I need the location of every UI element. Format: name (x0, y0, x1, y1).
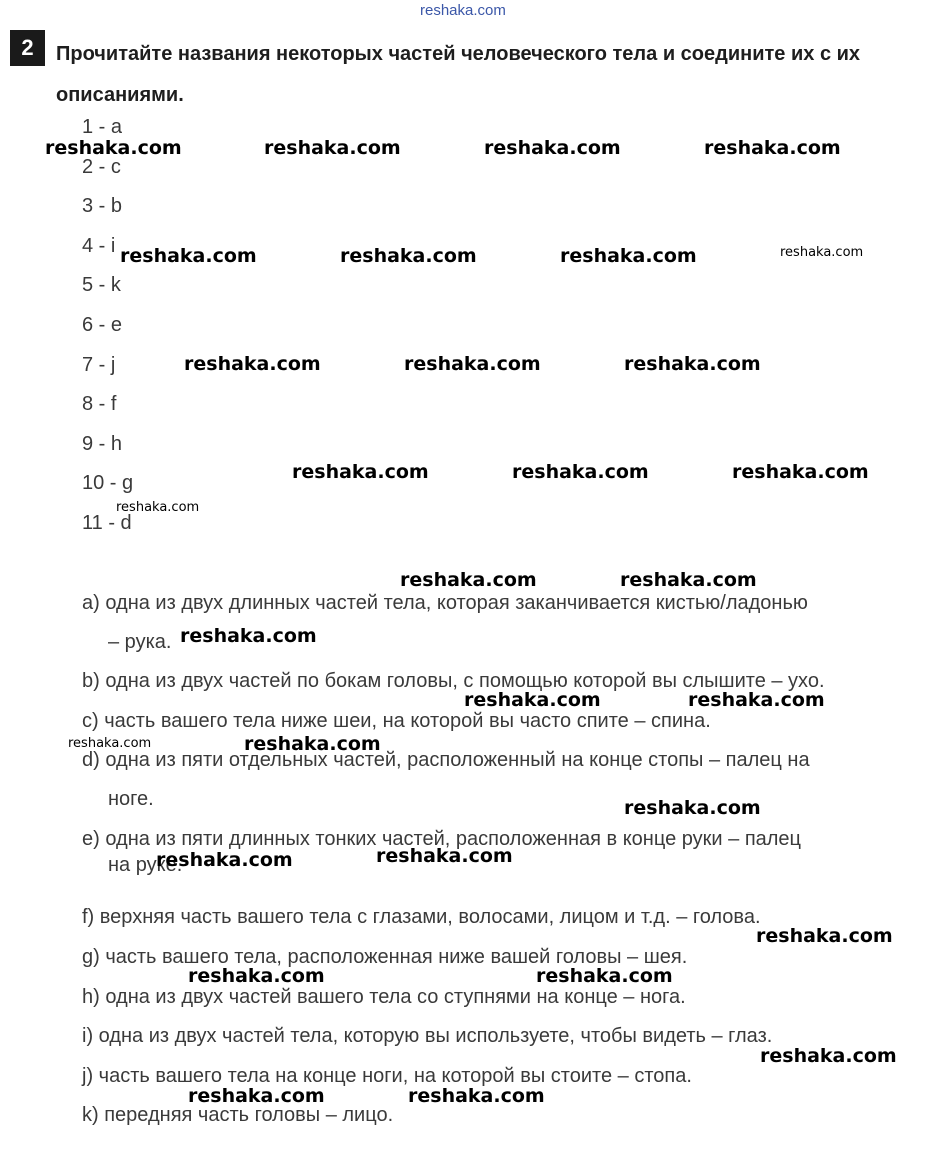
answer-item: 1 - a (82, 116, 123, 138)
watermark: reshaka.com (760, 1045, 897, 1067)
watermark: reshaka.com (340, 245, 477, 267)
answer-item: 9 - h (82, 432, 123, 455)
answer-item: 4 - i (82, 234, 116, 257)
description-text: g) часть вашего тела, расположенная ниже вашей головы – шея. (82, 946, 688, 968)
answer-item: 7 - j (82, 353, 116, 376)
description-text: k) передняя часть головы – лицо. (82, 1104, 394, 1126)
watermark: reshaka.com (184, 353, 321, 375)
watermark: reshaka.com (156, 849, 293, 871)
description-text: f) верхняя часть вашего тела с глазами, волосами, лицом и т.д. – голова. (82, 906, 761, 928)
watermark: reshaka.com (624, 797, 761, 819)
answer-item: 10 - g (82, 472, 134, 495)
watermark: reshaka.com (188, 965, 325, 987)
watermark: reshaka.com (68, 736, 152, 751)
answer-item: 2 - c (82, 155, 121, 178)
watermark: reshaka.com (188, 1085, 325, 1107)
description-text-continued: на руке. (108, 854, 183, 876)
description-c (82, 708, 927, 734)
watermark: reshaka.com (560, 245, 697, 267)
watermark: reshaka.com (756, 925, 893, 947)
watermark: reshaka.com (180, 625, 317, 647)
watermark: reshaka.com (292, 461, 429, 483)
watermark: reshaka.com (45, 137, 182, 159)
watermark: reshaka.com (244, 733, 381, 755)
description-text: d) одна из пяти отдельных частей, расположенный на конце стопы – палец на (82, 749, 810, 771)
answer-list (82, 114, 133, 550)
description-text: h) одна из двух частей вашего тела со ступнями на конце – нога. (82, 986, 686, 1008)
answer-item: 3 - b (82, 195, 123, 218)
description-text: b) одна из двух частей по бокам головы, с помощью которой вы слышите – ухо. (82, 670, 825, 692)
watermark: reshaka.com (704, 137, 841, 159)
description-text: e) одна из пяти длинных тонких частей, расположенная в конце руки – палец (82, 828, 802, 850)
watermark: reshaka.com (404, 353, 541, 375)
description-text: a) одна из двух длинных частей тела, которая заканчивается кистью/ладонью (82, 592, 808, 614)
watermark: reshaka.com (780, 245, 864, 260)
answer-item: 11 - d (82, 511, 132, 534)
description-d (82, 747, 927, 812)
watermark: reshaka.com (464, 689, 601, 711)
watermark: reshaka.com (624, 353, 761, 375)
watermark: reshaka.com (400, 569, 537, 591)
site-header-link[interactable]: reshaka.com (420, 2, 506, 19)
description-text-continued: ноге. (108, 788, 154, 810)
description-h (82, 984, 927, 1010)
description-text: i) одна из двух частей тела, которую вы используете, чтобы видеть – глаз. (82, 1025, 773, 1047)
watermark: reshaka.com (408, 1085, 545, 1107)
description-text-continued: – рука. (108, 631, 172, 653)
watermark: reshaka.com (116, 500, 200, 515)
task-title: Прочитайте названия некоторых частей человеческого тела и соедините их с их описаниями. (56, 43, 861, 106)
task-number-badge: 2 (10, 30, 45, 66)
description-text: j) часть вашего тела на конце ноги, на которой вы стоите – стопа. (82, 1065, 692, 1087)
watermark: reshaka.com (512, 461, 649, 483)
watermark: reshaka.com (120, 245, 257, 267)
watermark: reshaka.com (620, 569, 757, 591)
answer-item: 5 - k (82, 274, 121, 297)
watermark: reshaka.com (264, 137, 401, 159)
answer-item: 6 - e (82, 313, 123, 336)
description-text: c) часть вашего тела ниже шеи, на которой вы часто спите – спина. (82, 710, 711, 732)
watermark: reshaka.com (688, 689, 825, 711)
watermark: reshaka.com (732, 461, 869, 483)
answer-item: 8 - f (82, 393, 117, 416)
watermark: reshaka.com (376, 845, 513, 867)
watermark: reshaka.com (484, 137, 621, 159)
watermark: reshaka.com (536, 965, 673, 987)
